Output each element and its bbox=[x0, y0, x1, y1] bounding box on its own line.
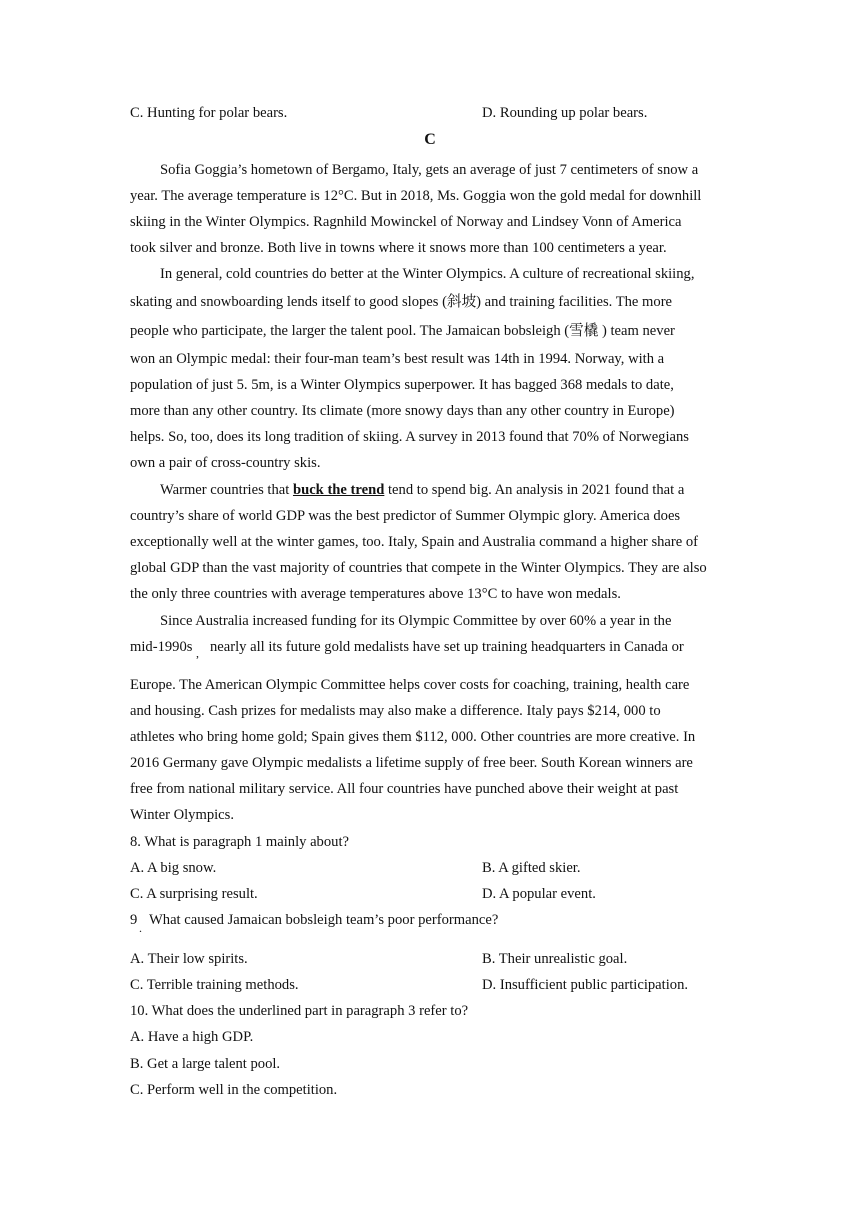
paragraph-line: Sofia Goggia’s hometown of Bergamo, Italy, gets an average of just 7 centimeters of snow a bbox=[160, 162, 699, 178]
q10-option-a: A. Have a high GDP. bbox=[130, 1029, 254, 1045]
comma-mark: , bbox=[196, 646, 199, 660]
q8-option-c: C. A surprising result. bbox=[130, 886, 258, 902]
paragraph-line: own a pair of cross-country skis. bbox=[130, 455, 321, 471]
paragraph-line: Europe. The American Olympic Committee helps cover costs for coaching, training, health care bbox=[130, 677, 690, 693]
paragraph-line: Winter Olympics. bbox=[130, 807, 234, 823]
paragraph-line: Since Australia increased funding for its Olympic Committee by over 60% a year in the bbox=[160, 613, 672, 629]
paragraph-line: country’s share of world GDP was the best predictor of Summer Olympic glory. America does bbox=[130, 508, 681, 524]
paragraph-line: exceptionally well at the winter games, too. Italy, Spain and Australia command a higher share of bbox=[130, 534, 699, 550]
paragraph-line: people who participate, the larger the talent pool. The Jamaican bobsleigh (雪橇 ) team never bbox=[130, 323, 675, 339]
paragraph-line: population of just 5. 5m, is a Winter Olympics superpower. It has bagged 368 medals to date, bbox=[130, 377, 674, 393]
q8-option-b: B. A gifted skier. bbox=[482, 860, 581, 876]
q9-option-b: B. Their unrealistic goal. bbox=[482, 951, 628, 967]
question-9-number: 9 bbox=[130, 912, 138, 928]
question-8-options-row-1 bbox=[130, 859, 730, 877]
text-span: Warmer countries that bbox=[160, 482, 293, 498]
paragraph-line: nearly all its future gold medalists have set up training headquarters in Canada or bbox=[210, 639, 684, 655]
paragraph-line: took silver and bronze. Both live in towns where it snows more than 100 centimeters a year. bbox=[130, 240, 667, 256]
text-span: mid-1990s bbox=[130, 639, 193, 655]
underlined-phrase: buck the trend bbox=[292, 482, 385, 498]
paragraph-line bbox=[160, 481, 684, 499]
paragraph-line: skating and snowboarding lends itself to good slopes (斜坡) and training facilities. The more bbox=[130, 294, 673, 310]
section-heading: C bbox=[424, 131, 436, 148]
paragraph-line: In general, cold countries do better at the Winter Olympics. A culture of recreational skiing, bbox=[160, 266, 695, 282]
paragraph-line: and housing. Cash prizes for medalists may also make a difference. Italy pays $214, 000 to bbox=[130, 703, 661, 719]
q10-option-c: C. Perform well in the competition. bbox=[130, 1082, 338, 1098]
paragraph-line: 2016 Germany gave Olympic medalists a lifetime supply of free beer. South Korean winners are bbox=[130, 755, 693, 771]
paragraph-line: more than any other country. Its climate (more snowy days than any other country in Europe) bbox=[130, 403, 675, 419]
paragraph-line: year. The average temperature is 12°C. But in 2018, Ms. Goggia won the gold medal for downhill bbox=[130, 188, 702, 204]
paragraph-line bbox=[130, 638, 192, 656]
q9-option-d: D. Insufficient public participation. bbox=[482, 977, 689, 993]
paragraph-line: won an Olympic medal: their four-man team’s best result was 14th in 1994. Norway, with a bbox=[130, 351, 665, 367]
q9-option-a: A. Their low spirits. bbox=[130, 951, 248, 967]
question-9-dot: . bbox=[139, 921, 142, 935]
question-8-options-row-2 bbox=[130, 885, 730, 903]
option-d: D. Rounding up polar bears. bbox=[482, 105, 648, 121]
q9-option-c: C. Terrible training methods. bbox=[130, 977, 299, 993]
paragraph-line: helps. So, too, does its long tradition of skiing. A survey in 2013 found that 70% of Norwegians bbox=[130, 429, 689, 445]
paragraph-line: the only three countries with average temperatures above 13°C to have won medals. bbox=[130, 586, 621, 602]
paragraph-line: skiing in the Winter Olympics. Ragnhild Mowinckel of Norway and Lindsey Vonn of America bbox=[130, 214, 682, 230]
question-8-stem: 8. What is paragraph 1 mainly about? bbox=[130, 834, 349, 850]
question-10-stem: 10. What does the underlined part in paragraph 3 refer to? bbox=[130, 1003, 469, 1019]
paragraph-line: global GDP than the vast majority of countries that compete in the Winter Olympics. They are also bbox=[130, 560, 707, 576]
option-c: C. Hunting for polar bears. bbox=[130, 105, 288, 121]
question-9-options-row-2 bbox=[130, 976, 730, 994]
paragraph-line: athletes who bring home gold; Spain gives them $112, 000. Other countries are more creative. In bbox=[130, 729, 696, 745]
prev-question-options bbox=[130, 104, 730, 122]
q10-option-b: B. Get a large talent pool. bbox=[130, 1056, 281, 1072]
q8-option-d: D. A popular event. bbox=[482, 886, 596, 902]
paragraph-line: free from national military service. All four countries have punched above their weight at past bbox=[130, 781, 679, 797]
question-9-options-row-1 bbox=[130, 950, 730, 968]
q8-option-a: A. A big snow. bbox=[130, 860, 217, 876]
question-9-stem: What caused Jamaican bobsleigh team’s poor performance? bbox=[149, 912, 499, 928]
text-span: tend to spend big. An analysis in 2021 found that a bbox=[384, 482, 685, 498]
